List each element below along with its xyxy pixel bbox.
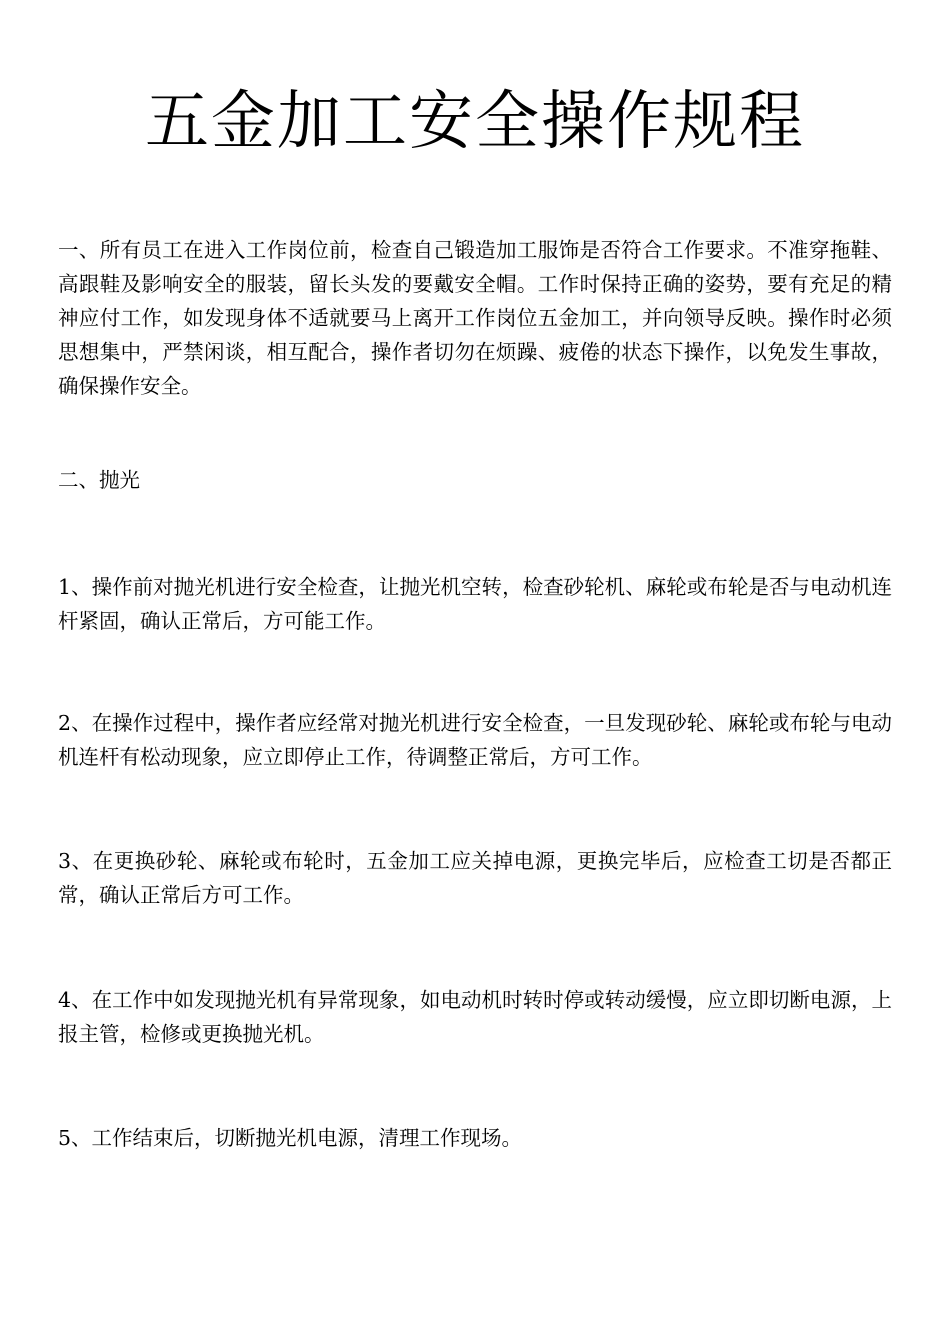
document-title: 五金加工安全操作规程 [145,85,805,159]
rule-item-2: 2、在操作过程中，操作者应经常对抛光机进行安全检查，一旦发现砂轮、麻轮或布轮与电动机连杆有松动现象，应立即停止工作，待调整正常后，方可工作。 [58,711,892,769]
section-heading-polishing: 二、抛光 [58,468,140,492]
rule-item-4: 4、在工作中如发现抛光机有异常现象，如电动机时转时停或转动缓慢，应立即切断电源，上报主管，检修或更换抛光机。 [58,988,892,1046]
rule-item-1: 1、操作前对抛光机进行安全检查，让抛光机空转，检查砂轮机、麻轮或布轮是否与电动机连杆紧固，确认正常后，方可能工作。 [58,575,892,633]
rule-item-5: 5、工作结束后，切断抛光机电源，清理工作现场。 [58,1126,523,1150]
intro-paragraph: 一、所有员工在进入工作岗位前，检查自己锻造加工服饰是否符合工作要求。不准穿拖鞋、高跟鞋及影响安全的服装，留长头发的要戴安全帽。工作时保持正确的姿势，要有充足的精神应付工作，如发现身体不适就要马上离开工作岗位五金加工，并向领导反映。操作时必须思想集中，严禁闲谈，相互配合，操作者切勿在烦躁、疲倦的状态下操作，以免发生事故，确保操作安全。 [58,238,892,398]
rule-item-3: 3、在更换砂轮、麻轮或布轮时，五金加工应关掉电源，更换完毕后，应检查工切是否都正常，确认正常后方可工作。 [58,849,892,907]
